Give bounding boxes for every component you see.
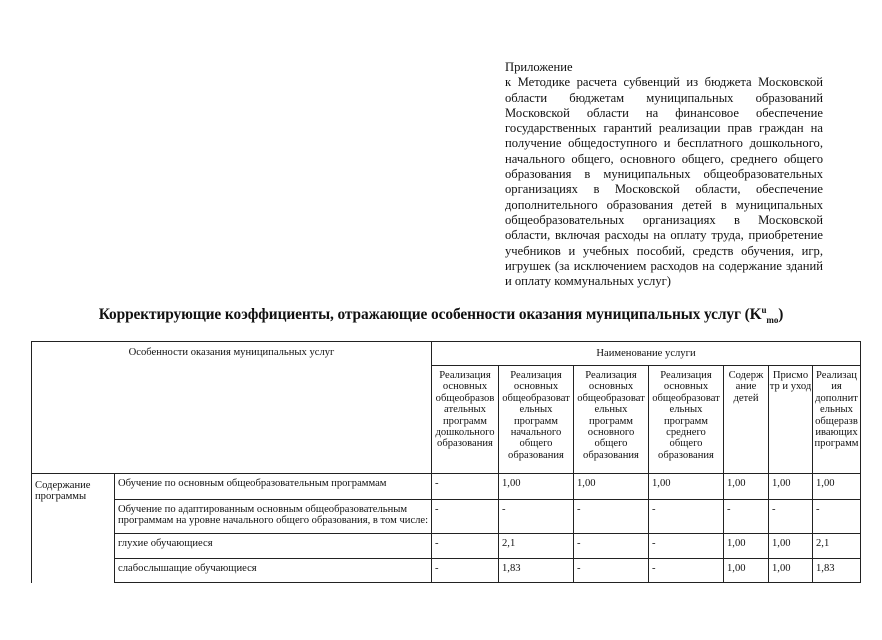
table-cell: -: [574, 559, 649, 583]
table-cell: -: [724, 500, 769, 534]
table-row: [32, 474, 861, 500]
column-header-additional: Реализац ия дополнит ельных общеразв ивающих программ: [813, 366, 861, 474]
header-service-name: Наименование услуги: [432, 342, 861, 366]
coefficient-subscript: mo: [766, 315, 779, 326]
table-cell: 1,83: [813, 559, 861, 583]
table-cell: 1,00: [813, 474, 861, 500]
coefficient-superscript: u: [761, 304, 767, 315]
table-cell: -: [574, 500, 649, 534]
page-title: [0, 306, 882, 324]
appendix-block: [505, 60, 823, 289]
table-cell: -: [432, 500, 499, 534]
row-name: глухие обучающиеся: [115, 534, 432, 559]
table-cell: -: [813, 500, 861, 534]
table-cell: -: [499, 500, 574, 534]
table-cell: 2,1: [499, 534, 574, 559]
coefficients-table: [31, 341, 861, 583]
table-cell: -: [432, 559, 499, 583]
table-cell: -: [574, 534, 649, 559]
coefficient-letter: K: [749, 306, 762, 323]
table-cell: -: [432, 534, 499, 559]
table-cell: 1,00: [769, 474, 813, 500]
column-header-secondary: Реализация основных общеобразоват ельных программ среднего общего образования: [649, 366, 724, 474]
table-cell: 1,00: [649, 474, 724, 500]
title-close: ): [778, 306, 784, 323]
row-name: Обучение по основным общеобразовательным программам: [115, 474, 432, 500]
title-text: Корректирующие коэффициенты, отражающие особенности оказания муниципальных услуг (: [98, 306, 750, 323]
table-row: [32, 534, 861, 559]
table-cell: 1,83: [499, 559, 574, 583]
column-header-supervision: Присмо тр и уход: [769, 366, 813, 474]
header-features: Особенности оказания муниципальных услуг: [32, 342, 432, 474]
appendix-label: Приложение: [505, 60, 573, 74]
table-row: [32, 500, 861, 534]
table-cell: -: [649, 500, 724, 534]
column-header-preschool: Реализация основных общеобразов ательных программ дошкольного образования: [432, 366, 499, 474]
table-cell: 1,00: [499, 474, 574, 500]
section-label: Содержание программы: [32, 474, 115, 583]
appendix-text: к Методике расчета субвенций из бюджета Московской области бюджетам муниципальных образований Московской области на финансовое обеспечение государственных гарантий реализации прав граждан на получение общедоступного и бесплатного дошкольного, начального общего, основного общего, среднего общего образования в муниципальных общеобразовательных организациях в Московской области, обеспечение дополнительного образования детей в муниципальных общеобразовательных организациях в Московской области, включая расходы на оплату труда, приобретение учебников и учебных пособий, средств обучения, игр, игрушек (за исключением расходов на содержание зданий и оплату коммунальных услуг): [505, 75, 823, 289]
table-cell: -: [432, 474, 499, 500]
column-header-child-care: Содерж ание детей: [724, 366, 769, 474]
table-cell: -: [769, 500, 813, 534]
table-cell: -: [649, 534, 724, 559]
row-name: Обучение по адаптированным основным общеобразовательным программам на уровне начального общего образования, в том числе:: [115, 500, 432, 534]
table-row: [32, 559, 861, 583]
table-cell: 1,00: [724, 474, 769, 500]
coefficient-symbol: [749, 304, 779, 326]
column-header-basic: Реализация основных общеобразоват ельных программ основного общего образования: [574, 366, 649, 474]
table-cell: 1,00: [769, 534, 813, 559]
table-cell: -: [649, 559, 724, 583]
column-header-primary: Реализация основных общеобразоват ельных программ начального общего образования: [499, 366, 574, 474]
table-cell: 1,00: [769, 559, 813, 583]
table-cell: 2,1: [813, 534, 861, 559]
row-name: слабослышащие обучающиеся: [115, 559, 432, 583]
table-cell: 1,00: [574, 474, 649, 500]
table-cell: 1,00: [724, 534, 769, 559]
table-cell: 1,00: [724, 559, 769, 583]
